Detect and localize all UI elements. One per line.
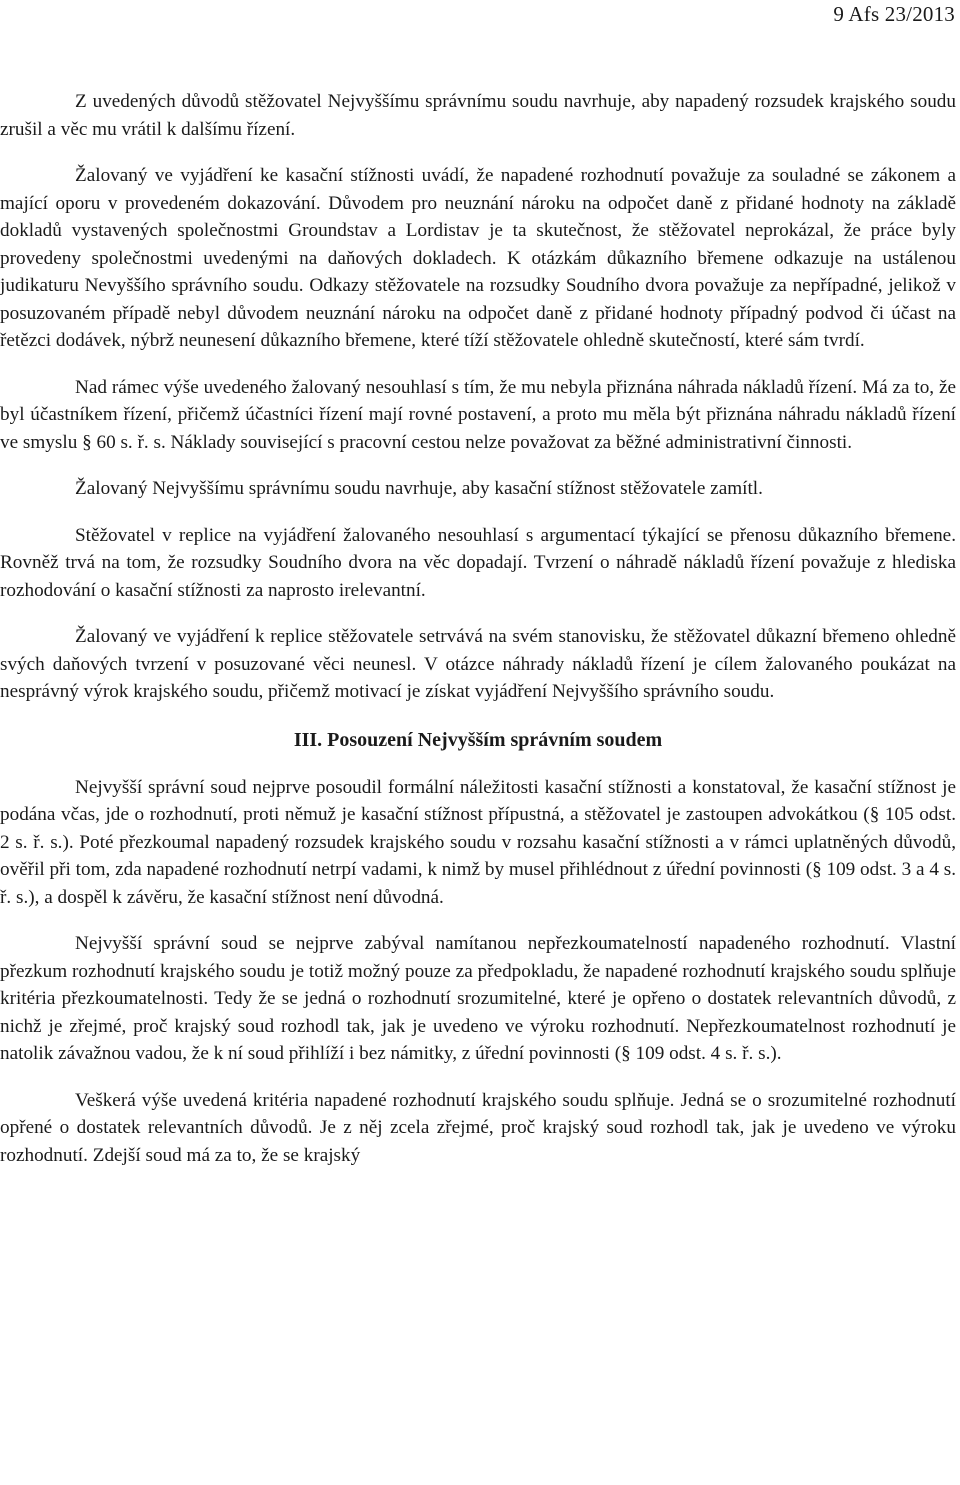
paragraph: Žalovaný Nejvyššímu správnímu soudu navrhuje, aby kasační stížnost stěžovatele zamítl. [75, 478, 763, 499]
paragraph: Žalovaný ve vyjádření ke kasační stížnosti uvádí, že napadené rozhodnutí považuje za souladné se zákonem a mající oporu v provedeném dokazování. Důvodem pro neuznání nároku na odpočet daně z přidané hodnoty na základě dokladů vystavených společnostmi Groundstav a Lordistav je ta skutečnost, že stěžovatel neprokázal, že práce byly provedeny společnostmi uvedenými na daňových dokladech. K otázkám důkazního břemene odkazuje na ustálenou judikaturu Nevyššího správního soudu. Odkazy stěžovatele na rozsudky Soudního dvora považuje za nepřípadné, jelikož v posuzovaném případě nebyl důvodem neuznání nároku na odpočet daně z přidané hodnoty případný podvod či účast na řetězci dodávek, nýbrž neunesení důkazního břemene, které tíží stěžovatele ohledně skutečností, které sám tvrdí. [0, 165, 956, 351]
paragraph: Veškerá výše uvedená kritéria napadené rozhodnutí krajského soudu splňuje. Jedná se o srozumitelné rozhodnutí opřené o dostatek relevantních důvodů. Je z něj zcela zřejmé, proč krajský soud rozhodl tak, jak je uvedeno ve výroku rozhodnutí. Zdejší soud má za to, že se krajský [0, 1089, 956, 1166]
case-number: 9 Afs 23/2013 [833, 2, 955, 26]
paragraph: Žalovaný ve vyjádření k replice stěžovatele setrvává na svém stanovisku, že stěžovatel důkazní břemeno ohledně svých daňových tvrzení v posuzované věci neunesl. V otázce náhrady nákladů řízení je cílem žalovaného poukázat na nesprávný výrok krajského soudu, přičemž motivací je získat vyjádření Nejvyššího správního soudu. [0, 626, 956, 702]
paragraph: Nejvyšší správní soud se nejprve zabýval namítanou nepřezkoumatelností napadeného rozhodnutí. Vlastní přezkum rozhodnutí krajského soudu je totiž možný pouze za předpokladu, že napadené rozhodnutí krajského soudu splňuje kritéria přezkoumatelnosti. Tedy že se jedná o rozhodnutí srozumitelné, které je opřeno o dostatek relevantních důvodů, z nichž je zřejmé, proč krajský soud rozhodl tak, jak je uvedeno ve výroku rozhodnutí. Nepřezkoumatelnost rozhodnutí je natolik závažnou vadou, že k ní soud přihlíží i bez námitky, z úřední povinnosti (§ 109 odst. 4 s. ř. s.). [0, 933, 956, 1064]
paragraph: Nad rámec výše uvedeného žalovaný nesouhlasí s tím, že mu nebyla přiznána náhrada nákladů řízení. Má za to, že byl účastníkem řízení, přičemž účastníci řízení mají rovné postavení, a proto mu měla být přiznána náhradu nákladů řízení ve smyslu § 60 s. ř. s. Náklady související s pracovní cestou nelze považovat za běžné administrativní činnosti. [0, 376, 956, 453]
document-body [0, 88, 956, 1188]
paragraph: Z uvedených důvodů stěžovatel Nejvyššímu správnímu soudu navrhuje, aby napadený rozsudek krajského soudu zrušil a věc mu vrátil k dalšímu řízení. [0, 91, 956, 140]
paragraph: Stěžovatel v replice na vyjádření žalovaného nesouhlasí s argumentací týkající se přenosu důkazního břemene. Rovněž trvá na tom, že rozsudky Soudního dvora na věc dopadají. Tvrzení o náhradě nákladů řízení považuje z hlediska rozhodování o kasační stížnosti za naprosto irelevantní. [0, 524, 956, 601]
section-heading: III. Posouzení Nejvyšším správním soudem [293, 728, 663, 751]
paragraph: Nejvyšší správní soud nejprve posoudil formální náležitosti kasační stížnosti a konstatoval, že kasační stížnost je podána včas, jde o rozhodnutí, proti němuž je kasační stížnost přípustná, a stěžovatel je zastoupen advokátkou (§ 105 odst. 2 s. ř. s.). Poté přezkoumal napadený rozsudek krajského soudu v rozsahu kasační stížnosti a v rámci uplatněných důvodů, ověřil při tom, zda napadené rozhodnutí netrpí vadami, k nimž by musel přihlédnout z úřední povinnosti (§ 109 odst. 3 a 4 s. ř. s.), a dospěl k závěru, že kasační stížnost není důvodná. [0, 776, 956, 908]
